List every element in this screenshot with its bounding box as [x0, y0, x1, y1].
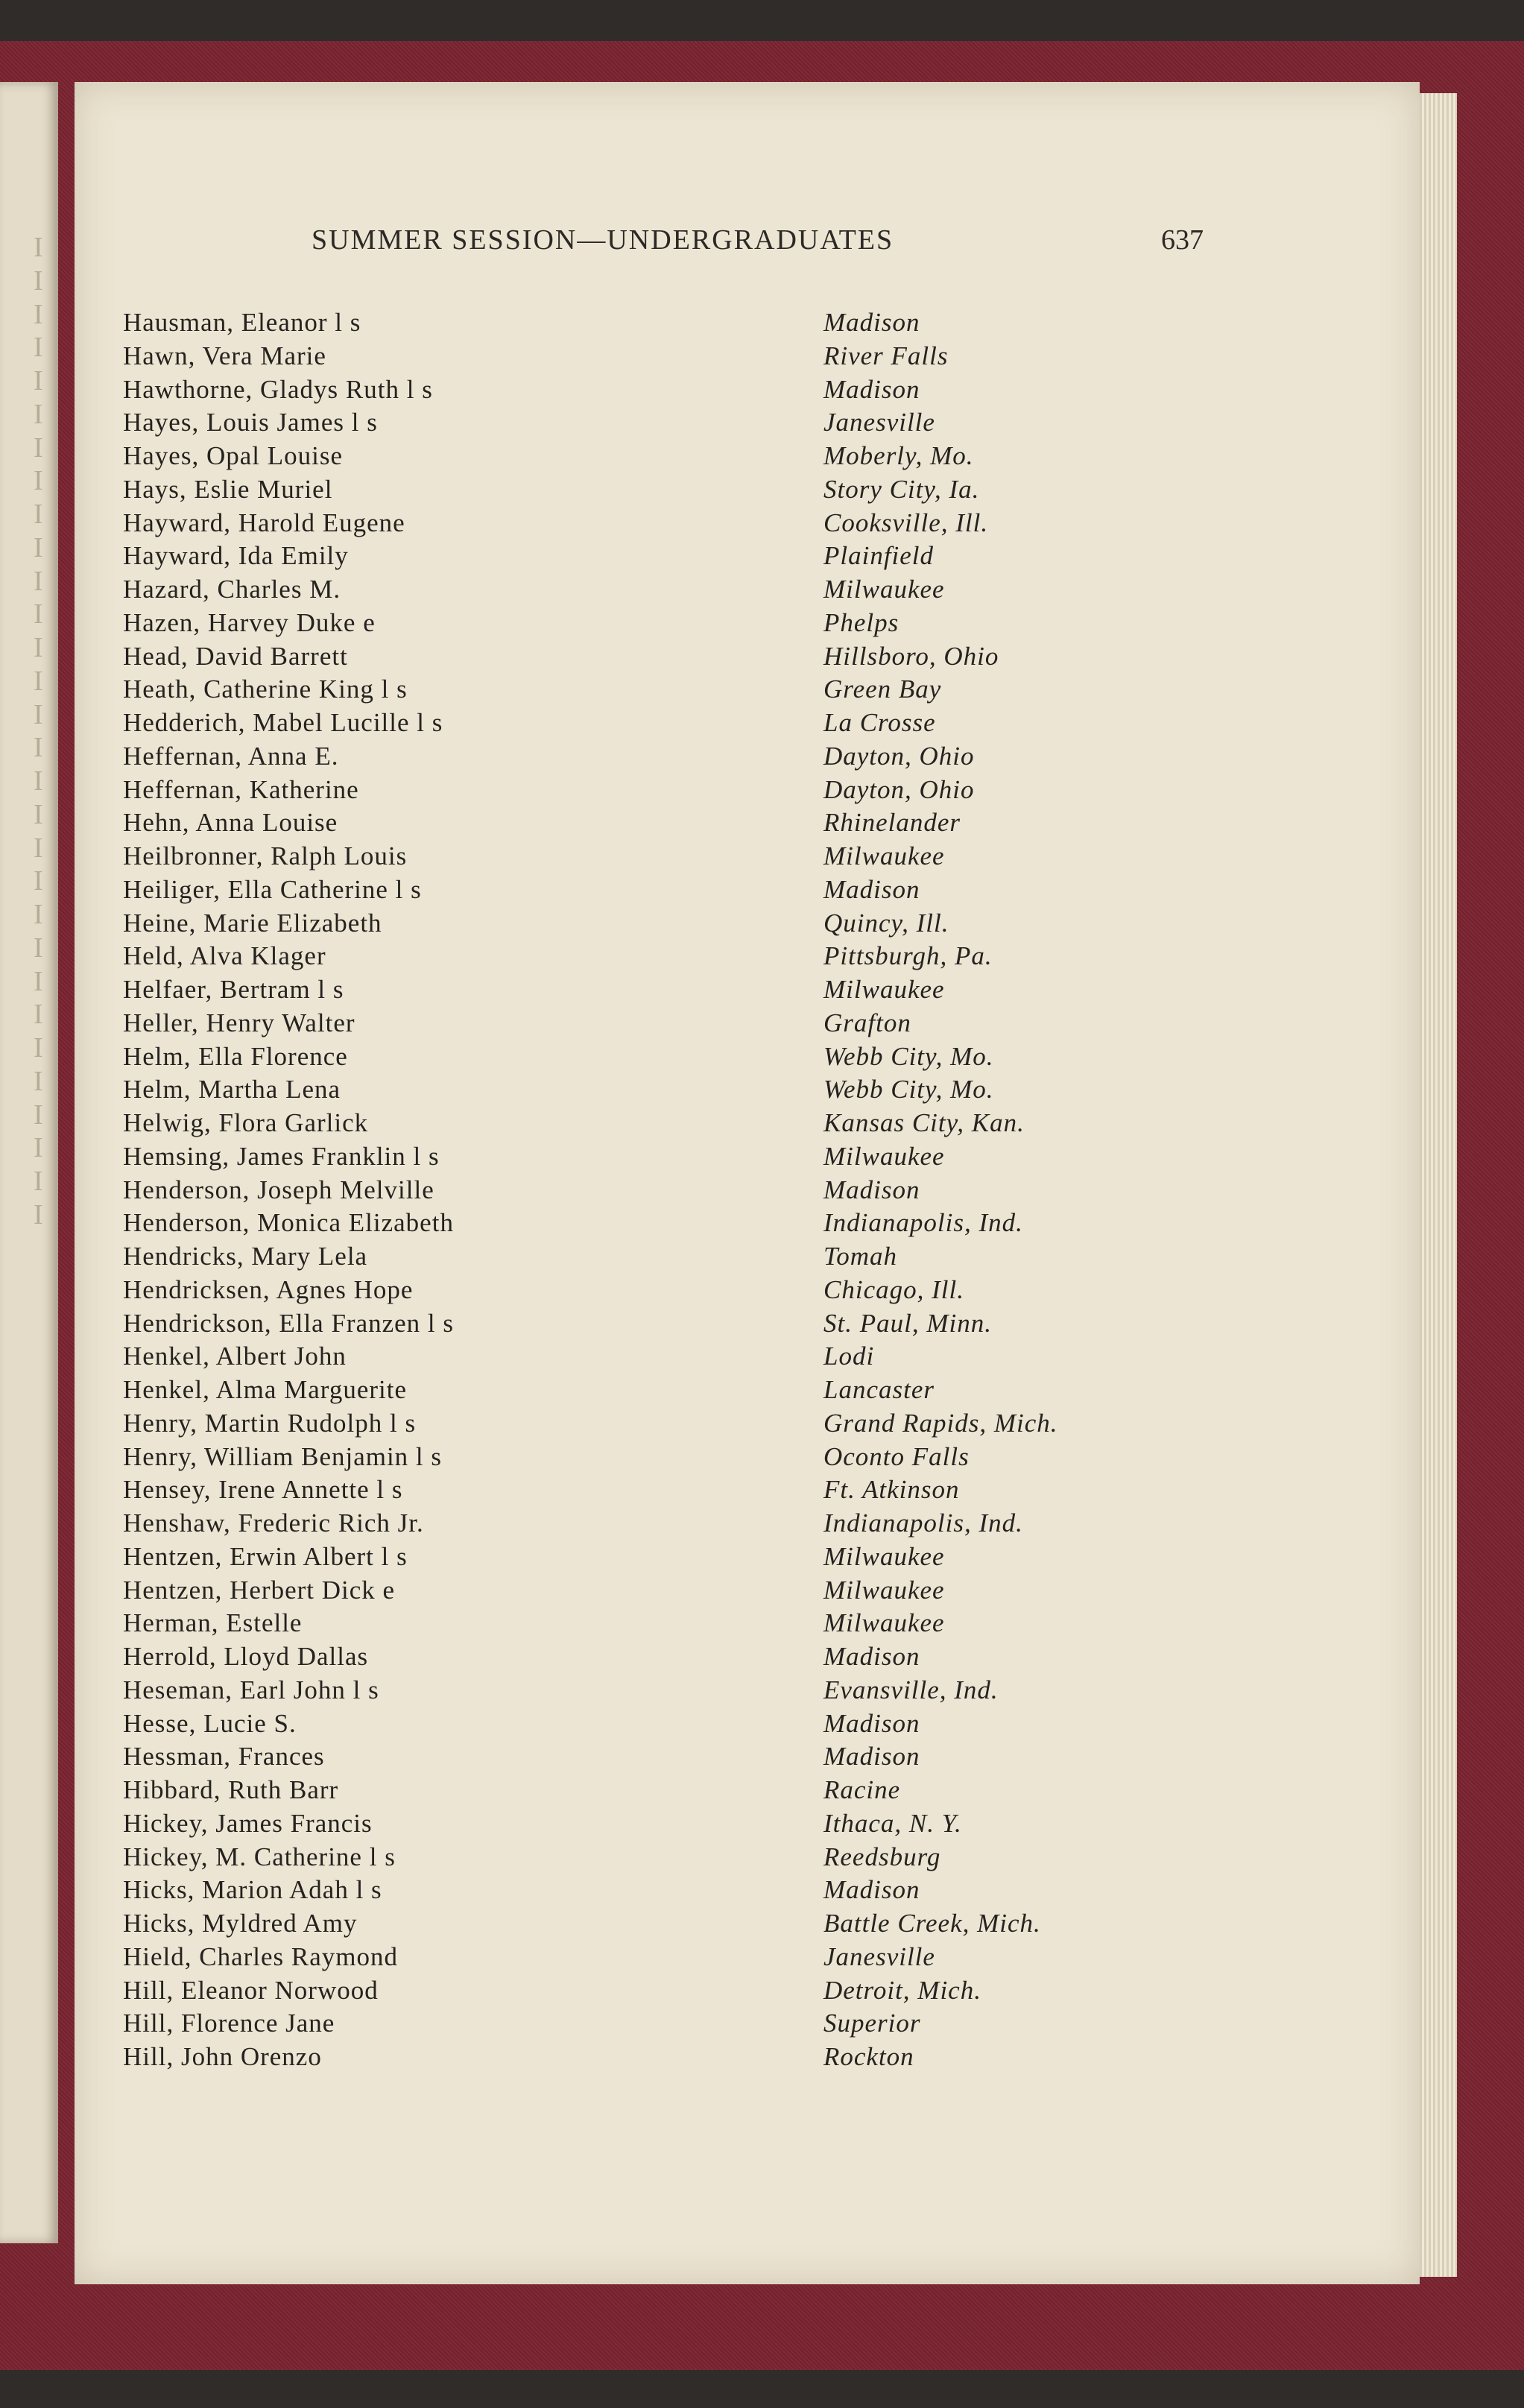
- bleed-through-glyph: I: [34, 865, 43, 897]
- student-hometown: Story City, Ia.: [823, 475, 980, 504]
- student-name: Hill, John Orenzo: [123, 2042, 322, 2071]
- bleed-through-glyph: I: [34, 432, 43, 464]
- student-name: Head, David Barrett: [123, 642, 348, 671]
- student-name: Heseman, Earl John l s: [123, 1675, 379, 1704]
- student-name: Henshaw, Frederic Rich Jr.: [123, 1508, 424, 1538]
- bleed-through-glyph: I: [34, 1099, 43, 1131]
- student-name: Hays, Eslie Muriel: [123, 475, 333, 504]
- student-hometown: Rhinelander: [823, 808, 961, 837]
- student-hometown: Milwaukee: [823, 575, 945, 604]
- student-name: Hazard, Charles M.: [123, 575, 341, 604]
- page-number: 637: [1161, 224, 1204, 256]
- student-hometown: Milwaukee: [823, 1608, 945, 1637]
- student-hometown: Rockton: [823, 2042, 914, 2071]
- student-hometown: Grafton: [823, 1008, 911, 1037]
- student-hometown: Moberly, Mo.: [823, 441, 974, 470]
- student-hometown: La Crosse: [823, 708, 936, 737]
- student-name: Heath, Catherine King l s: [123, 674, 408, 704]
- student-hometown: St. Paul, Minn.: [823, 1309, 992, 1338]
- student-name: Hehn, Anna Louise: [123, 808, 338, 837]
- student-hometown: Grand Rapids, Mich.: [823, 1409, 1058, 1438]
- student-name: Hendricks, Mary Lela: [123, 1242, 368, 1271]
- student-name: Hazen, Harvey Duke e: [123, 608, 376, 637]
- student-hometown: Pittsburgh, Pa.: [823, 941, 993, 970]
- student-hometown: Tomah: [823, 1242, 898, 1271]
- student-hometown: Madison: [823, 875, 920, 904]
- student-name: Heiliger, Ella Catherine l s: [123, 875, 422, 904]
- student-name: Henkel, Alma Marguerite: [123, 1375, 407, 1404]
- student-hometown: Phelps: [823, 608, 899, 637]
- student-hometown: River Falls: [823, 341, 949, 370]
- student-hometown: Madison: [823, 308, 920, 337]
- student-name: Heller, Henry Walter: [123, 1008, 355, 1037]
- student-hometown: Chicago, Ill.: [823, 1275, 964, 1304]
- bleed-through-glyph: I: [34, 765, 43, 797]
- bleed-through-glyph: I: [34, 298, 43, 330]
- student-name: Henderson, Monica Elizabeth: [123, 1208, 454, 1237]
- student-name: Heffernan, Katherine: [123, 775, 359, 804]
- student-hometown: Indianapolis, Ind.: [823, 1208, 1023, 1237]
- student-hometown: Kansas City, Kan.: [823, 1108, 1025, 1137]
- student-hometown: Janesville: [823, 1942, 935, 1971]
- student-name: Hausman, Eleanor l s: [123, 308, 361, 337]
- student-name: Herman, Estelle: [123, 1608, 303, 1637]
- student-name: Helwig, Flora Garlick: [123, 1108, 369, 1137]
- student-hometown: Oconto Falls: [823, 1442, 970, 1471]
- student-name: Held, Alva Klager: [123, 941, 326, 970]
- bleed-through-glyph: I: [34, 899, 43, 930]
- student-hometown: Lodi: [823, 1342, 875, 1371]
- student-name: Helm, Ella Florence: [123, 1042, 348, 1071]
- student-name: Hawthorne, Gladys Ruth l s: [123, 375, 433, 404]
- student-hometown: Detroit, Mich.: [823, 1976, 981, 2005]
- student-hometown: Milwaukee: [823, 1542, 945, 1571]
- bleed-through-glyph: I: [34, 499, 43, 530]
- student-hometown: Ithaca, N. Y.: [823, 1809, 962, 1838]
- bleed-through-glyph: I: [34, 465, 43, 497]
- student-name: Hensey, Irene Annette l s: [123, 1475, 403, 1504]
- student-hometown: Indianapolis, Ind.: [823, 1508, 1023, 1538]
- student-name: Helm, Martha Lena: [123, 1075, 341, 1104]
- student-hometown: Cooksville, Ill.: [823, 508, 989, 537]
- student-hometown: Plainfield: [823, 541, 935, 570]
- bleed-through-glyph: I: [34, 398, 43, 430]
- bleed-through-glyph: I: [34, 1166, 43, 1197]
- student-name: Hedderich, Mabel Lucille l s: [123, 708, 443, 737]
- student-name: Hicks, Myldred Amy: [123, 1909, 358, 1938]
- student-name: Hemsing, James Franklin l s: [123, 1142, 440, 1171]
- student-hometown: Madison: [823, 1742, 920, 1771]
- student-name: Hentzen, Herbert Dick e: [123, 1576, 396, 1605]
- student-hometown: Madison: [823, 1175, 920, 1204]
- student-hometown: Dayton, Ohio: [823, 775, 975, 804]
- bleed-through-glyph: I: [34, 999, 43, 1031]
- bleed-through-glyph: I: [34, 632, 43, 663]
- student-name: Hill, Eleanor Norwood: [123, 1976, 379, 2005]
- student-name: Hendrickson, Ella Franzen l s: [123, 1309, 455, 1338]
- student-hometown: Madison: [823, 1875, 920, 1904]
- student-hometown: Green Bay: [823, 674, 942, 704]
- student-name: Hentzen, Erwin Albert l s: [123, 1542, 408, 1571]
- bleed-through-glyph: I: [34, 1032, 43, 1064]
- bleed-through-glyph: I: [34, 265, 43, 297]
- student-name: Hibbard, Ruth Barr: [123, 1775, 339, 1804]
- bleed-through-glyph: I: [34, 965, 43, 997]
- student-hometown: Racine: [823, 1775, 901, 1804]
- bleed-through-glyph: I: [34, 932, 43, 964]
- student-name: Hessman, Frances: [123, 1742, 325, 1771]
- student-name: Henry, Martin Rudolph l s: [123, 1409, 417, 1438]
- student-name: Hill, Florence Jane: [123, 2009, 335, 2038]
- bleed-through-glyph: I: [34, 598, 43, 631]
- student-hometown: Madison: [823, 1709, 920, 1738]
- student-hometown: Evansville, Ind.: [823, 1675, 999, 1704]
- student-hometown: Milwaukee: [823, 1576, 945, 1605]
- student-name: Heffernan, Anna E.: [123, 742, 339, 771]
- student-name: Heine, Marie Elizabeth: [123, 908, 382, 938]
- student-hometown: Milwaukee: [823, 841, 945, 870]
- student-name: Hendricksen, Agnes Hope: [123, 1275, 414, 1304]
- bleed-through-glyph: I: [34, 1065, 43, 1097]
- student-name: Hayes, Louis James l s: [123, 408, 378, 437]
- student-name: Henkel, Albert John: [123, 1342, 347, 1371]
- student-name: Hayes, Opal Louise: [123, 441, 344, 470]
- bleed-through-glyph: I: [34, 332, 43, 364]
- student-name: Heilbronner, Ralph Louis: [123, 841, 408, 870]
- student-hometown: Hillsboro, Ohio: [823, 642, 999, 671]
- student-name: Hickey, M. Catherine l s: [123, 1842, 396, 1871]
- student-hometown: Madison: [823, 375, 920, 404]
- student-hometown: Superior: [823, 2009, 921, 2038]
- bleed-through-glyph: I: [34, 665, 43, 697]
- bleed-through-glyph: I: [34, 832, 43, 864]
- student-name: Hicks, Marion Adah l s: [123, 1875, 382, 1904]
- student-name: Henderson, Joseph Melville: [123, 1175, 434, 1204]
- student-hometown: Quincy, Ill.: [823, 908, 949, 938]
- student-hometown: Reedsburg: [823, 1842, 941, 1871]
- student-hometown: Milwaukee: [823, 1142, 945, 1171]
- bleed-through-glyph: I: [34, 698, 43, 730]
- bleed-through-glyph: I: [34, 531, 43, 563]
- student-hometown: Dayton, Ohio: [823, 742, 975, 771]
- bleed-through-glyph: I: [34, 732, 43, 764]
- student-name: Hesse, Lucie S.: [123, 1709, 297, 1738]
- bleed-through-glyph: I: [34, 1198, 43, 1230]
- student-name: Hield, Charles Raymond: [123, 1942, 399, 1971]
- student-hometown: Janesville: [823, 408, 935, 437]
- student-name: Henry, William Benjamin l s: [123, 1442, 443, 1471]
- student-hometown: Battle Creek, Mich.: [823, 1909, 1041, 1938]
- student-hometown: Madison: [823, 1642, 920, 1671]
- bleed-through-glyph: I: [34, 1132, 43, 1164]
- student-name: Helfaer, Bertram l s: [123, 975, 344, 1004]
- student-name: Hayward, Harold Eugene: [123, 508, 405, 537]
- student-name: Hickey, James Francis: [123, 1809, 373, 1838]
- student-hometown: Ft. Atkinson: [823, 1475, 960, 1504]
- student-hometown: Webb City, Mo.: [823, 1042, 994, 1071]
- page-edges: [1420, 93, 1457, 2277]
- student-name: Hayward, Ida Emily: [123, 541, 349, 570]
- student-name: Hawn, Vera Marie: [123, 341, 326, 370]
- running-header: SUMMER SESSION—UNDERGRADUATES: [312, 224, 894, 256]
- student-hometown: Milwaukee: [823, 975, 945, 1004]
- bleed-through-glyph: I: [34, 798, 43, 830]
- student-name: Herrold, Lloyd Dallas: [123, 1642, 369, 1671]
- bleed-through-glyph: I: [34, 365, 43, 396]
- student-hometown: Webb City, Mo.: [823, 1075, 994, 1104]
- student-hometown: Lancaster: [823, 1375, 935, 1404]
- bleed-through-glyph: I: [34, 232, 43, 263]
- bleed-through-glyph: I: [34, 565, 43, 597]
